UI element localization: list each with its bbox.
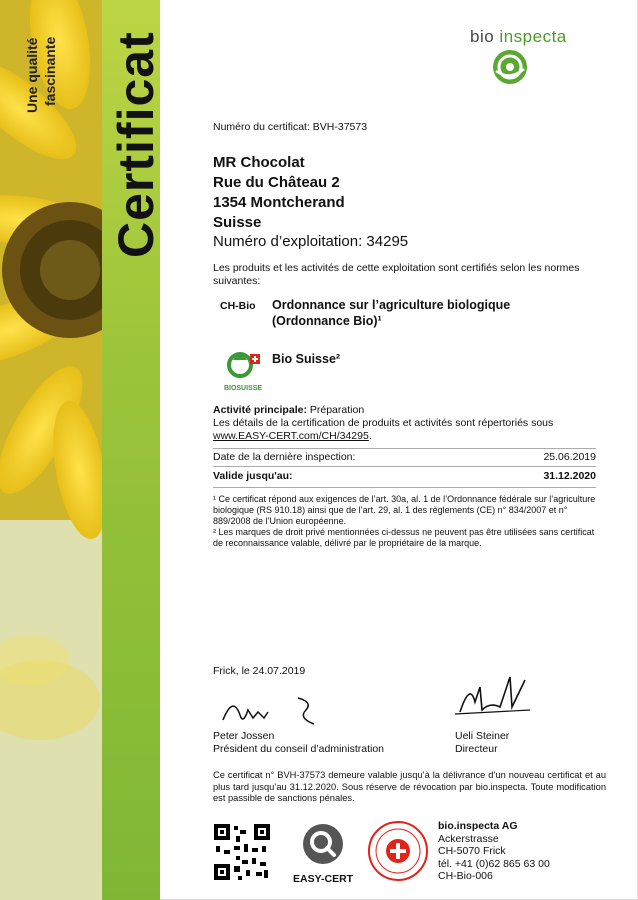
activity-details: Les détails de la certification de produits et activités sont répertoriés sous <box>213 417 554 429</box>
validity-statement: Ce certificat n° BVH-37573 demeure valable jusqu’à la délivrance d’un nouveau certificat et au plus tard jusqu’au 31.12.2020. Sous réserve de révocation par bio.inspecta. Toute modification est passible de sanctions pénales. <box>213 770 606 803</box>
inspection-label: Date de la dernière inspection: <box>213 451 356 463</box>
valid-label: Valide jusqu'au: <box>213 470 293 482</box>
address-line: Rue du Château 2 <box>213 174 340 191</box>
tagline-line-2: fascinante <box>42 36 58 106</box>
valid-date: 31.12.2020 <box>543 470 596 482</box>
signer-name: Ueli Steiner <box>455 730 510 742</box>
logo-part-1: bio <box>470 27 495 46</box>
address-line: 1354 Montcherand <box>213 194 345 211</box>
certificate-number: Numéro du certificat: BVH-37573 <box>213 121 368 133</box>
exploitation-number: Numéro d’exploitation: 34295 <box>213 233 409 250</box>
phone: tél. +41 (0)62 865 63 00 <box>438 857 550 870</box>
magnifier-icon <box>293 822 353 866</box>
chbio-label: CH-Bio <box>220 300 256 312</box>
bioinspecta-logo <box>470 27 567 47</box>
inspection-date: 25.06.2019 <box>543 451 596 463</box>
accreditation-seal-icon <box>367 820 429 882</box>
qr-code-icon <box>212 822 272 882</box>
divider <box>213 466 596 467</box>
logo-part-2: inspecta <box>499 27 567 46</box>
street: Ackerstrasse <box>438 832 499 845</box>
company-name: bio.inspecta AG <box>438 820 518 832</box>
valid-row <box>213 470 596 483</box>
signer-1 <box>213 730 384 756</box>
footnote: ¹ Ce certificat répond aux exigences de l’art. 30a, al. 1 de l’Ordonnance fédérale sur l’agriculture biologique (RS 910.18) ainsi que de l’art. 29, al. 1 des règlements (CE) n° 834/2007 et n° 889/2008 de l’Union européenne. <box>213 494 596 526</box>
biosuisse-logo-text: BIOSUISSE <box>223 385 263 392</box>
chbio-line-2: (Ordonnance Bio)¹ <box>272 314 382 328</box>
divider <box>213 448 596 449</box>
contact-block <box>438 820 550 883</box>
cert-code: CH-Bio-006 <box>438 870 493 882</box>
biosuisse-standard: Bio Suisse² <box>272 352 341 366</box>
signer-name: Peter Jossen <box>213 730 275 742</box>
chbio-line-1: Ordonnance sur l’agriculture biologique <box>272 298 511 312</box>
footnote: ² Les marques de droit privé mentionnées ci-dessus ne peuvent pas être utilisées sans certificat de reconnaissance valable, délivré par le propriétaire de la marque. <box>213 527 595 548</box>
link-suffix: . <box>368 430 372 442</box>
city: CH-5070 Frick <box>438 845 506 857</box>
spiral-icon <box>490 47 530 87</box>
tagline-line-1: Une qualité <box>24 37 40 113</box>
address-block <box>213 153 345 233</box>
intro-text: Les produits et les activités de cette exploitation sont certifiés selon les normes suivantes: <box>213 262 580 287</box>
address-line: MR Chocolat <box>213 154 305 171</box>
easycert-link[interactable]: www.EASY-CERT.com/CH/34295 <box>213 430 369 442</box>
signature-steiner <box>450 672 540 722</box>
easycert-label: EASY-CERT <box>293 873 354 885</box>
biosuisse-logo <box>220 350 266 390</box>
place-date: Frick, le 24.07.2019 <box>213 665 306 677</box>
activity-label: Activité principale: <box>213 404 307 416</box>
easycert-logo <box>293 822 353 885</box>
inspection-row <box>213 451 596 464</box>
signer-role: Directeur <box>455 743 498 755</box>
signer-2 <box>455 730 509 756</box>
divider <box>213 487 596 488</box>
activity-block <box>213 404 598 443</box>
activity-value: Préparation <box>309 404 365 416</box>
signature-jossen <box>218 690 328 730</box>
footnotes <box>213 494 598 549</box>
signer-role: Président du conseil d’administration <box>213 743 385 755</box>
address-line: Suisse <box>213 214 262 231</box>
chbio-standard <box>272 297 510 329</box>
certificate-title: Certificat <box>108 31 164 258</box>
